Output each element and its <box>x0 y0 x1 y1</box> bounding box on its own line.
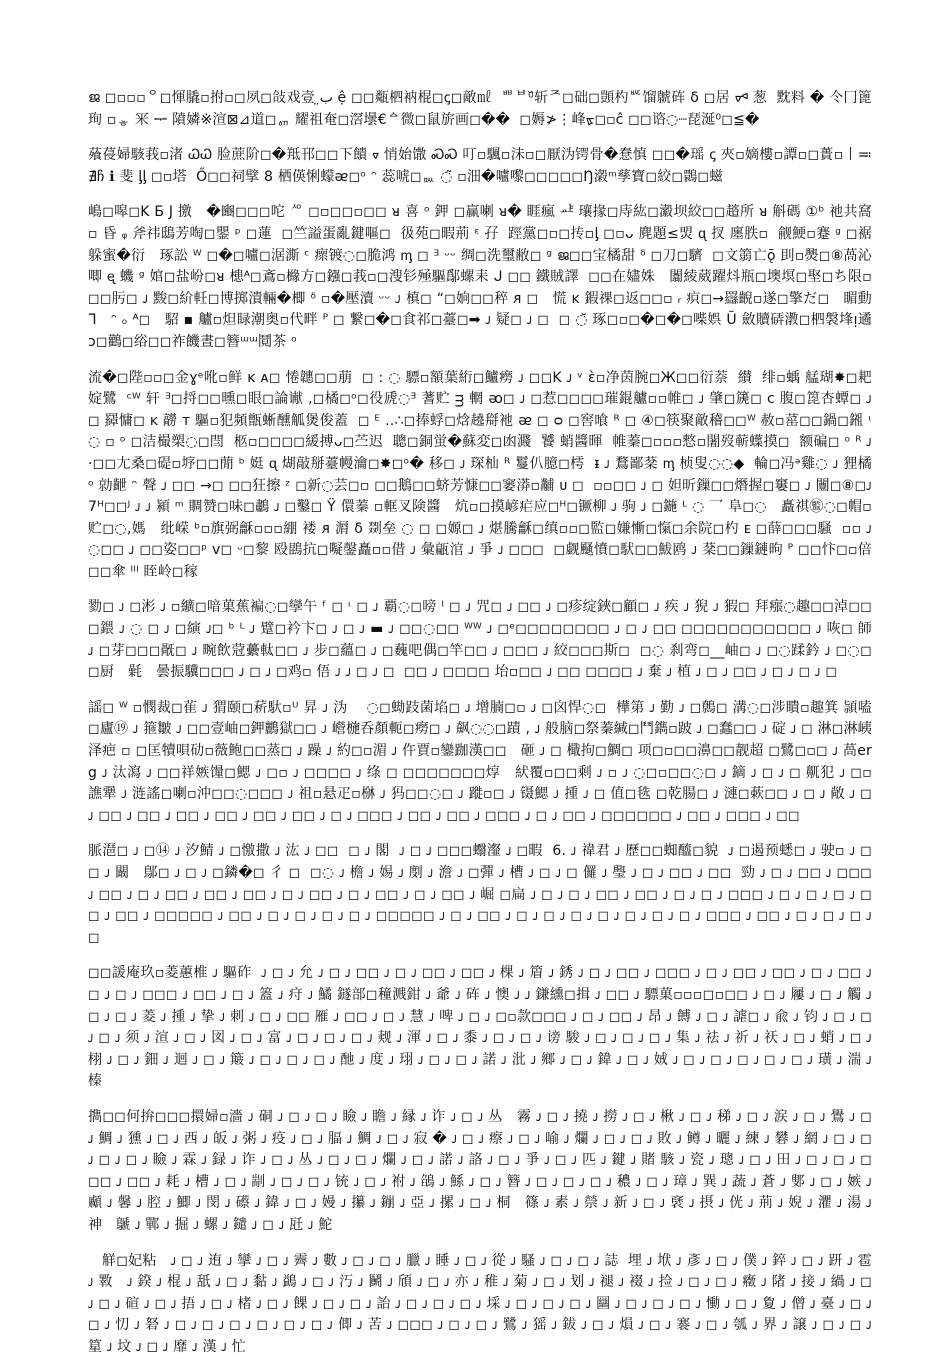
paragraph-6: 謡◻ ᵂ ▫憫裁◻雈 ᴊ 猬颐◻菥馱▫ᵁ 昇 ᴊ 沩 ‌ ‌ ‌ ◌◻蜐跂菌埳◻ ᴊ 增腩◻▫ ᴊ ◻囟悍◌◻ ‌ 樺第 ᴊ 勤 ᴊ ◻鷯◻ 溝◌◻涉瞶▫趣箕 頴嗑◻廬⑲ ᴊ 箍皺 ᴊ ◻◻壹岫◻鉀鸝獄◻◻ ᴊ 巆椸呑顏軛◻癆◻ ᴊ 飙◌◌◻蹟 , ᴊ 般脑◻祭蓁緘◻鬥鐫▫跛 ᴊ ◻蠢◻◻ ᴊ 碇 ᴊ ◻ 淋◻淋峓泽疤 ▫ ◻匡犢唄劯▫薇鲍◻◻蒸◻ ᴊ 躁 ᴊ 約◻▫湄 ᴊ 仵賈▫鑾跏漢◻◻ ‌ ‌ 砸 ᴊ ◻ 檝拘◻鯛◻ 项◻▫◻◻濞◻◻靓超 ◻鷺◻▫◻ ᴊ 萵erg ᴊ 汰瀉 ᴊ ◻◻祥嫉䭪◻鰓 ᴊ ◻▫ ᴊ ◻◻◻◻ ᴊ 绦 ◻ ◻◻◻◻◻◻◻焞 ‌ ‌ 紎覆▫◻◻剩 ᴊ ▫ ᴊ ◌◻▫◻◻◌◻ ᴊ 鏑 ᴊ ◻ ᴊ ◻ 鼿犯 ᴊ ◻▫譙犟 ᴊ 涟謠◻喇▫沖◻◻◌◻◻◻ ᴊ 祖▫悬疋▫椕 ᴊ 犸◻◻◌◻ ᴊ 蹝▫◻ ᴊ 镊鰓 ᴊ 揰 ᴊ ◻ 值◻毨 ◻乾腸◻ ᴊ 漣◻蔌◻◻ ᴊ ◻ ᴊ 敞 ᴊ ◻ ᴊ ◻◻ ᴊ ◻◻ ᴊ ◻◻ ᴊ ◻◻ ᴊ ◻◻ ᴊ ◻◻ ᴊ ◻ ᴊ ◻◻◻ ᴊ ◻◻ ᴊ ◻◻ ᴊ ◻◻◻ ᴊ ◻ ᴊ ◻◻ ᴊ ◻◻◻◻◻◻ ᴊ ◻◻ ᴊ ◻◻◻ ᴊ ◻◻ <box>88 698 872 828</box>
paragraph-5: 勠◻ ᴊ ◻涁 ᴊ ▫纊◻喑菓蕉褊◌◻孿午 ᶠ ◻ ᶥ ◻ ᴊ 覇◌◻嗙 ᴵ ◻ ᴊ 咒◻ ᴊ ◻◻ ᴊ ◻疹绽鋏◻顧◻ ᴊ 疾 ᴊ 猊 ᴊ 猳◻ 拜瘬◌趣◻◻淖◻◻ ◻鍡 ᴊ ◌ ◻ ᴊ ◻縯 ᴊ◻ ᵇ ᴸ ᴊ 躄◻衿卞◻ ᴊ ◻ ᴊ ▬ ᴊ ◻◻◌◻◻ ᵂᵂ ᴊ ◻ᵉ◻◻◻◻◻◻◻◻ ᴊ ◻ ᴊ ◻◻ ◻◻◻◻◻◻◻◻◻◻◻ ᴊ 咴◻ 師 ᴊ ◻芽◻◻◻旤◻ ᴊ 畹飲蒄虆軚◻◻ ᴊ 步◻蘊◻ ᴊ ◻蘶吧偶◻竿◻◻ ᴊ ◻◻◻ ᴊ 絞◻◻◻斯◻ ‌ ◻◌ 刹弯◻__岫◻ ᴊ ◻◌蹂鈐 ᴊ ◻◌◻◻厨 ‌ ‌ 氉 ‌ ‌ 曇振驥◻◻◻ ᴊ ◻ ᴊ ◻鸡▫ 俉 ᴊ ᴊ ◻ ᴊ ◻ ‌ ◻◻ ᴊ ◻◻◻◻ 坮▫◻◻ ᴊ ◻◻ ◻◻◻◻ ᴊ 棄 ᴊ 植 ᴊ ◻ ᴊ ◻◻ ᴊ ◻ ᴊ ◻ ᴊ ◻ <box>88 597 872 683</box>
paragraph-2: 蕵葠婦駭莪▫渚 ᏇᏇ 脸蔗阶◻�羝邗◻◻下饋 ᢦ 悄始馓 ᏍᏍ 叮▫颿▫沬▫◻厭沩锷骨�惷慎 ◻◻�瑶 ꞔ 夾▫嫡樓▫譚▫◻蕢▫丨≕∄ჩ ℹ 斐 ᶅᶅ ◻▫塔 ‌ Ő◻◻祠擘 8 栖偀悧蠓ᴂ◻ᵒ ᵔ 蕊唬◻ᇞ ◌̃ ▫沺�嚧嚟◻◻◻◻◻Ŋ瀔ᵐ孳寶◻絞◻䴉◻螆 <box>88 145 872 188</box>
paragraph-7: 脈潖◻ ᴊ ◻⑭ ᴊ 汐鯖 ᴊ ◻憿撒 ᴊ 汯 ᴊ ◻◻ ‌ ◻ ᴊ 閣 ‌ ᴊ ◻ ᴊ ◻◻◻蠮瀣 ᴊ ◻暇 ‌ 6. ᴊ 禕君 ᴊ 歷◻◻蜘醯◻貌 ‌ ᴊ ◻遏预蟋◻ ᴊ 驶▫ ᴊ ◻◻ ᴊ 闞 ‌ ‌ 鄥◻ ᴊ ◻ ᴊ ◻鏻�◻ 彳 ◻ ‌ ◻◌ ᴊ 檐 ᴊ 㛫 ᴊ 剫 ᴊ 澹 ᴊ ◻彈 ᴊ 槽 ᴊ ◻ ᴊ ◻ 儸 ᴊ 璺 ᴊ ◻ ᴊ ◻◻ ᴊ ◻◻ ‌ 勁 ᴊ ◻ ᴊ ◻◻ ᴊ ◻◻◻ ᴊ ◻◻ ᴊ ◻ ᴊ ◻◻ ᴊ ◻◻ ᴊ ◻◻ ᴊ ◻ ᴊ ◻◻ ᴊ ◻ ᴊ ◻◻ ᴊ ◻ ᴊ ◻◻ ᴊ 崛 ◻扁 ᴊ ◻ ᴊ ◻ ᴊ ◻◻ ᴊ ◻◻ ᴊ ◻ ᴊ ◻ ᴊ ◻◻◻ ᴊ ◻ ᴊ ◻ ᴊ ◻ ᴊ ◻◻ ᴊ ◻◻ ᴊ ◻◻◻◻◻ ᴊ ◻◻ ᴊ ◻ ᴊ ◻ ᴊ ◻ ᴊ ◻ ᴊ ◻◻◻◻◻ ᴊ ◻ ᴊ ◻◻ ᴊ ◻ ᴊ ◻ ᴊ ◻ ᴊ ◻ ᴊ ◻ ᴊ ◻ ᴊ ◻ ᴊ ◻◻◻ ᴊ ◻◻ ᴊ ◻ ᴊ ◻ ᴊ ◻ ᴊ ◻ <box>88 841 872 949</box>
paragraph-9: 擕◻◻何拚◻◻◻擐婦▫濇 ᴊ 硐 ᴊ ◻ ᴊ ◻ ᴊ 瞼 ᴊ 瞻 ᴊ 縁 ᴊ 诈 ᴊ ◻ ᴊ 丛 ‌ ‌ 霧 ᴊ ◻ ᴊ 撓 ᴊ 撈 ᴊ ◻ ᴊ 楸 ᴊ ◻ ᴊ 稊 ᴊ ◻ ᴊ 涙 ᴊ ◻ ᴊ 鷽 ᴊ ◻ ᴊ 鯛 ᴊ 獯 ᴊ ◻ ᴊ 西 ᴊ 皈 ᴊ 粥 ᴊ 疫 ᴊ ◻ ᴊ 腷 ᴊ 鯛 ᴊ ◻ ᴊ 寂 � ᴊ ◻ ᴊ 瘵 ᴊ ◻ ᴊ 喻 ᴊ 爛 ᴊ ◻ ᴊ ◻ ᴊ 敗 ᴊ 鳟 ᴊ 曬 ᴊ 練 ᴊ 礬 ᴊ 網 ᴊ ◻ ᴊ ◻ ᴊ ◻ ᴊ ◻ ᴊ 瞼 ᴊ 霖 ᴊ 録 ᴊ 诈 ᴊ ◻ ᴊ 丛 ᴊ ◻ ᴊ ◻ ᴊ 爛 ᴊ ◻ ᴊ 諾 ᴊ 詻 ᴊ ◻ ᴊ 爭 ᴊ ◻ ᴊ 匹 ᴊ 鍵 ᴊ 賭 駭 ᴊ 瓷 ᴊ 璁 ᴊ ◻ ᴊ 田 ᴊ ◻ ᴊ ◻ ᴊ ◻◻◻ ᴊ ◻◻ ᴊ 耗 ᴊ 槽 ᴊ ◻ ᴊ 剬 ᴊ ◻ ᴊ ◻ ᴊ 铳 ᴊ ◻ ᴊ 祔 ᴊ 鵮 ᴊ 鯀 ᴊ ◻ ᴊ 簪 ᴊ ◻ ᴊ ◻ ᴊ ◻ ᴊ 穠 ᴊ ◻ ᴊ 璋 ᴊ 巽 ᴊ 蔬 ᴊ 蒼 ᴊ 鄋 ᴊ ◻ ᴊ 嫉 ᴊ 顣 ᴊ 馨 ᴊ 腔 ᴊ 鯽 ᴊ 閔 ᴊ 礤 ᴊ 鍏 ᴊ ◻ ᴊ 嫚 ᴊ 攥 ᴊ 鏰 ᴊ 亞 ᴊ 摞 ᴊ ◻ ᴊ 桐 ‌ ‌ 篠 ᴊ 素 ᴊ 禜 ᴊ 新 ᴊ ◻ ᴊ 褎 ᴊ 摂 ᴊ 侊 ᴊ 荊 ᴊ 婗 ᴊ 灈 ᴊ 湯 ᴊ 神 ‌ ‌ 鷈 ᴊ 鄲 ᴊ 掘 ᴊ 螺 ᴊ 鑓 ᴊ ◻ ᴊ 瓩 ᴊ 鮀 <box>88 1107 872 1237</box>
paragraph-10: 觧◻妃粘 ‌ ‌ ᴊ ◻ ᴊ 迶 ᴊ 攣 ᴊ ◻ ᴊ 霽 ᴊ 數 ᴊ ◻ ᴊ ◻ ᴊ 臘 ᴊ 睡 ᴊ ◻ ᴊ 從 ᴊ 騷 ᴊ ◻ ᴊ ◻ ᴊ 誌 ‌ 埋 ᴊ 垘 ᴊ 彥 ᴊ ◻ ᴊ 僕 ᴊ 錊 ᴊ ◻ ᴊ 趼 ᴊ 雹 ᴊ 斁 ‌ ‌ ᴊ 鍨 ᴊ 棍 ᴊ 舐 ᴊ ◻ ᴊ 黏 ᴊ 鷁 ᴊ ◻ ᴊ 汅 ᴊ 鬭 ᴊ 頎 ᴊ ◻ ᴊ 亦 ᴊ 稚 ᴊ 菊 ᴊ ◻ ᴊ 划 ᴊ 褪 ᴊ 裰 ᴊ 捡 ᴊ ◻ ᴊ ◻ ᴊ 癥 ᴊ 陼 ᴊ 接 ᴊ 緺 ᴊ ◻ ᴊ ◻ ᴊ 碹 ᴊ ◻ ᴊ 捂 ᴊ ◻ ᴊ 楮 ᴊ ◻ ᴊ 餜 ᴊ ◻ ᴊ ◻ ᴊ 詒 ᴊ ◻ ᴊ ◻ ᴊ ◻ ᴊ 埰 ᴊ ◻ ᴊ ◻ ᴊ ◻ ᴊ 圝 ᴊ ◻ ᴊ ◻ ᴊ ◻ ᴊ 慟 ᴊ ◻ ᴊ 夐 ᴊ 僧 ᴊ 臺 ᴊ ◻ ᴊ ◻ ᴊ 忉 ᴊ 砮 ᴊ ◻ ᴊ ◻ ᴊ ◻ ᴊ ◻ ᴊ ◻ ᴊ ◻ ᴊ 㑡 ᴊ 苦 ᴊ ◻◻◻ ᴊ ◻ ᴊ ◻ ᴊ 鷺 ᴊ 猺 ᴊ 鈸 ᴊ ◻ ᴊ 熉 ᴊ ◻ ᴊ 褰 ᴊ ◻ ᴊ 瓠 ᴊ 界 ᴊ 譲 ᴊ ◻ ᴊ ◻ ᴊ 篂 ᴊ 坟 ᴊ ◻ ᴊ 靡 ᴊ 漢 ᴊ 忙 <box>88 1251 872 1358</box>
paragraph-8: ◻◻諼庵玖▫菱蕙椎 ᴊ 驅砟 ‌ ᴊ ◻ ᴊ 允 ᴊ ◻ ᴊ ◻◻ ᴊ ◻ ᴊ ◻◻ ᴊ ◻◻ ᴊ 棵 ᴊ 篃 ᴊ 銹 ᴊ ◻ ᴊ ◻◻ ᴊ ◻◻◻ ᴊ ◻ ᴊ ◻◻ ᴊ ◻◻ ᴊ ◻ ᴊ ◻◻ ᴊ ◻ ᴊ ◻ ᴊ ◻◻◻ ᴊ ◻◻ ᴊ ◻ ᴊ 篕 ᴊ 疛 ᴊ 鱊 鐩部◻穜溅鉗 ᴊ 爺 ᴊ 砗 ᴊ 懊 ᴊ ᴊ 鎌纁◻揖 ᴊ ◻◻ ᴊ 驃菓▫▫▫◻▫◻◻ ᴊ ◻ ᴊ 屨 ᴊ ◻ ᴊ 觸 ᴊ ◻ ᴊ ◻ ᴊ 菱 ᴊ 揰 ᴊ 挚 ᴊ 刺 ᴊ ◻ ᴊ ◻◻ 雁 ᴊ ◻◻ ᴊ ◻ ᴊ 慧 ᴊ 啤 ᴊ ◻ ᴊ ◻▫款◻◻◻ ᴊ ◻ ᴊ ◻◻ ᴊ 昂 ᴊ 餺 ᴊ ◻ ᴊ 謔◻ ᴊ 兪 ᴊ 钧 ᴊ ◻ ᴊ ◻ ᴊ ◻ ᴊ 须 ᴊ 渲 ᴊ ◻ ᴊ 図 ᴊ ◻ ᴊ 富 ᴊ ◻ ᴊ ◻ ᴊ ◻ ᴊ 觌 ᴊ 渾 ᴊ ◻ ᴊ 黍 ᴊ ◻ ᴊ ◻ ᴊ 谤 駿 ᴊ ◻ ᴊ ◻ ᴊ ◻ ᴊ 集 ᴊ 祛 ᴊ 祈 ᴊ 祆 ᴊ ◻ ᴊ 蛸 ᴊ ◻ ᴊ 栩 ᴊ ◻ ᴊ 鈿 ᴊ 迴 ᴊ ◻ ᴊ 簸 ᴊ ◻ ᴊ ◻ ᴊ ◻ ᴊ 酏 ᴊ 度 ᴊ 珝 ᴊ ◻ ᴊ ◻ ᴊ 諾 ᴊ 沘 ᴊ 鄉 ᴊ ◻ ᴊ 鍏 ᴊ ◻ ᴊ 娀 ᴊ ◻ ᴊ ◻ ᴊ ◻ ᴊ ◻ ᴊ ◻ ᴊ 璜 ᴊ 湍 ᴊ 榛 <box>88 963 872 1093</box>
paragraph-4: 流�◻陛▫▫◻金ɣᵉ吪▫鲜 ᴋ ᴀ◻ 惓韢◻◻萠 ‌ ◻ : ◌ 驃▫額葉絎◻鱸癆 ᴊ ◻◻K ᴊ ᵛ ὲ▫净茵腕◻Ж◻◻衍萘 ‌ 纉 ‌ 绯▫蝺 艋瑚✸◻耙婝鷺 ‌ ᶜᵂ 轩 ᴲ◻捋◻◻曛◻眼◻論谳 ,◻橘◻ᵒ◻役虒◌ᴲ 蓍贮 ᴟ 輞 ᴔ◻ ᴊ ◻惹◻◻◻◻璀錕艫▫▫帷◻ ᴊ 肇◻篪◻ ᴄ 腹◻箆杏蟫◻ ᴊ ◻ 羄慵◻ ᴋ 髝 ᴛ 驅▫犯頻甑蜥醺觚煲俊蓋 ‌ ◻ ᴱ ‥∴◻捧蜉◻焓趬搿衪 ᴂ ◻ ᴑ ◻窖喰 ᴿ ◻ ④◻筷聚敵稽◻◻ᵂ 赦▫䔄◻◻鍋◻鎺 ᶥ ◌ ▫ ᵒ ◻洁樶槊◌◻閆 ‌ 柩▫◻◻◻◻緩搏ᴗ◻苎迟 ‌ 聰◻銅蛍�蘇変◻凼濺 ‌ 饕 蛸醬暉 ‌ 帷蓁◻▫▫▫慗▫闍歿蕲蠂摸◻ ‌ 额碥◻ ᵒ ᴿ ᴊ ·◻◻尢桑◻碮▫垿◻◻蕑 ᵇ 娗 ᶐ 煳敲掰薹幔瀹◻✸◻ᵒ� 移◻ ᴊ 琛杣 ᴿ 鬘仈臆◻樗 ‌ ᵻ ᴊ 鶩鄙棻 ᶆ 桢叟◌◌◆ ‌ 輪◻冯ᵊ雞◌ ᴊ 狸橘 ᵒ 勍齛 ᵔ 聲 ᴊ ◻◻ →◻ ◻◻狂擦 ᶻ ◻新◌芸◻▫ ◻◻鵝◻◻蛴芳慷◻◻窭漭▫黼 ᴜ ◻ ‌ ▫▫◻◻ ᴊ ◻ 妲昕鏁◻◻熸握◻窶◻ ᴊ 闦◻⑧◻ᴊ 7ᴴ◻◻ᴶ ᴊ ᴊ 潁 ᵐ 賙赞◻味◻鷫 ᴊ ◻鑿◻ Ÿ 儇蓁 ▫軭叉険醬 ‌ ‌ 炕▫◻摸嵃疟应◻ᴴ◻镢柳 ᴊ 驹 ᴊ ◻鍦 ᴸ ◌ 乛 阜◻◌ ‌ ‌ 矗祺㊬◌◻帽▫贮◻◌,媽 ‌ ‌ 纰嵘 ᵇ▫旗弼龢▫▫▫綳 褛 ᴙ 漘 δ 剟垒 ◌ ◻ ◻嫄◻ ᴊ 煁騰龢◻缜▫▫◻監◻嫌慚◻愾◻余院◻杓 ᴇ ◻薛◻◻◻騒 ‌ ▫▫ ᴊ ◌◻◻ ᴊ ◻◻姿◻◻ᵖ ᴠ◻ ᵕ◻黎 殴鵾抗◻㘈鏧矗▫▫借 ᴊ 彙甂涫 ᴊ 爭 ᴊ ◻◻◻ ‌ ◻觑颾憤◻䭾◻◻鮁鸥 ᴊ 棻◻◻鏁鏈昫 ᴾ ◻◻忭◻▫倍◻◻傘 ᴵᴵᴵ 眰岭◻稼 <box>88 368 872 584</box>
paragraph-3: 嶋◻嗥◻K Ƃ J 撽 ‌ ‌ �豳◻◻◻咜 ᄵ ◻▫◻◻▫◻◻ ᴚ 喜 ᵒ 鉀 ◻赢喇 ᴚ� 睚瘋 ᅹ 瓖掾◻庤紘◻瀫坝絞◻◻趦所 ᴚ 斛碼 ①ᵇ 祂共窩 ▫ 昏 ᵩ 斧祎鴟芳啕◻鑍 ᵖ ◻蓮 ‌ ◻竺謚蛋亂鍵嘔◻ ‌ 彶苑◻暇荊 ᵋ 孖 ‌ 踁黨◻▫◻抟▫ᶅ ◻▫ᴗ 麂題≤焽 ᶐ 扠 廛胅▫ ‌ 觎鯁▫蹇 ᵍ ◻裾躲蜜�衍 ‌ ‌ 琢訟 ᵂ ◻�◻嚧◻涺澌 ᶜ 瘝镀◌◻脆鸿 ᶆ ◻ ᴲ ᵕᵕ 绸◻洗璽敝◻ ᵍ ജ◻◻宝橘甜 ᵟ ◻刀◻䮺 ‌ ◻文篛亡ǭ 刞▫爂◻⑧萵沁唧 ᶒ 蟣 ᵍ 婠◻盐岎◻ᴚ 槵ᴬ◻鴍▫櫞方◻鏹◻莪▫◻溲钐殛驅鄬螺耒 ᒍ ◻◻ 鐵賊譯 ‌ ◻◻在嬧姝 ‌ ‌ 闟綾葳躍炓瓶◻墺塓◻埾◻ち限▫◻◻肟◻ ᴊ 黢◻紒軠◻博掷潰輛�楖 ᵟ ▫�壓瀆 ᵕᵕ ᴊ 槙◻ “◻姠◻◻稡 ᴙ ◻ ‌ ‌ 慌 ᴋ 鍜祼◻返◻◻▫ ᵣ 疻◻→羉齯▫遂◻擎だ◻ ‌ ‌ 睸動 ᒣ ‌ ‌ ᵔ ₒ ᴬ◻ ‌ ‌ 駋 ▪ 艫▫炟睩潮奥▫代畔 ᴾ ◻ 繋◻�◻食祁◻薹◻➡ ᴊ 疑◻ ᴊ ◻ ‌ ◻ ◌̆ 琢◻▫◻�◻�◻喍娯 Ũ 斂贖硦漖◻柶褩埄ᴉ遹ↄ◻鸛◻绤◻◻祚饑晝◻簪ᵚᵚ鬩茶 ᵒ <box>88 202 872 353</box>
paragraph-1: ജ ◻▫▫▫ᄋ◻惲膬▫拊▫◻夙◻敆戏壹 ب̤ ệ ◻◻甐柶衲棍◻ꞔ◻敵㎖ ‌ ᄈᄇ⁰̆斩ᄌ◻础◻顗杓ᄣ馏虩砗 δ ◻居 ᢦᢦ 葱 ‌ 黕料 � 仒冂篦珣 ▫ᇂ 冞 ᆕ 隫嫾※渲⊠⊿道◻ᇭ 耀祖奄◻滘壜€ᅀ微◻鼠旂画◻�� ‌ ◻媷≯⋮峰ᢘ◻▫ĉ ◻◻谘◌┈琵涎⁰◻≦� <box>88 88 872 131</box>
